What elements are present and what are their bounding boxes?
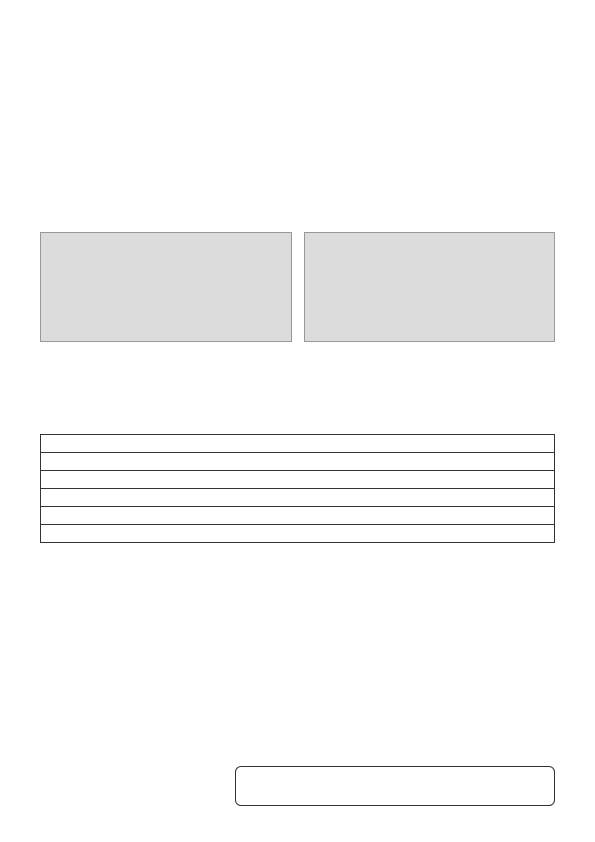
- comments-table: [40, 434, 555, 543]
- table-row: [41, 453, 555, 471]
- section-heading: [40, 132, 555, 150]
- section-2: [40, 186, 555, 342]
- comment-cell: [41, 489, 555, 507]
- table-row: [41, 435, 555, 453]
- footer-note: [235, 766, 555, 806]
- table-row: [41, 507, 555, 525]
- comment-cell: [41, 507, 555, 525]
- section-1: [40, 132, 555, 172]
- table-row: [41, 525, 555, 543]
- photo-row: [40, 232, 555, 342]
- meta-line-2: [40, 102, 555, 118]
- table-row: [41, 489, 555, 507]
- section-heading: [40, 410, 555, 428]
- comment-cell: [41, 453, 555, 471]
- section-body: [40, 210, 555, 226]
- section-3: [40, 356, 555, 396]
- comment-cell: [41, 525, 555, 543]
- comment-cell: [41, 435, 555, 453]
- section-heading: [40, 186, 555, 204]
- comment-cell: [41, 471, 555, 489]
- table-row: [41, 471, 555, 489]
- meta-line-1: [40, 72, 555, 88]
- section-body: [40, 380, 555, 396]
- section-body: [40, 156, 555, 172]
- section-heading: [40, 356, 555, 374]
- page-title: [40, 36, 555, 58]
- section-4: [40, 410, 555, 543]
- photo: [304, 232, 556, 342]
- photo: [40, 232, 292, 342]
